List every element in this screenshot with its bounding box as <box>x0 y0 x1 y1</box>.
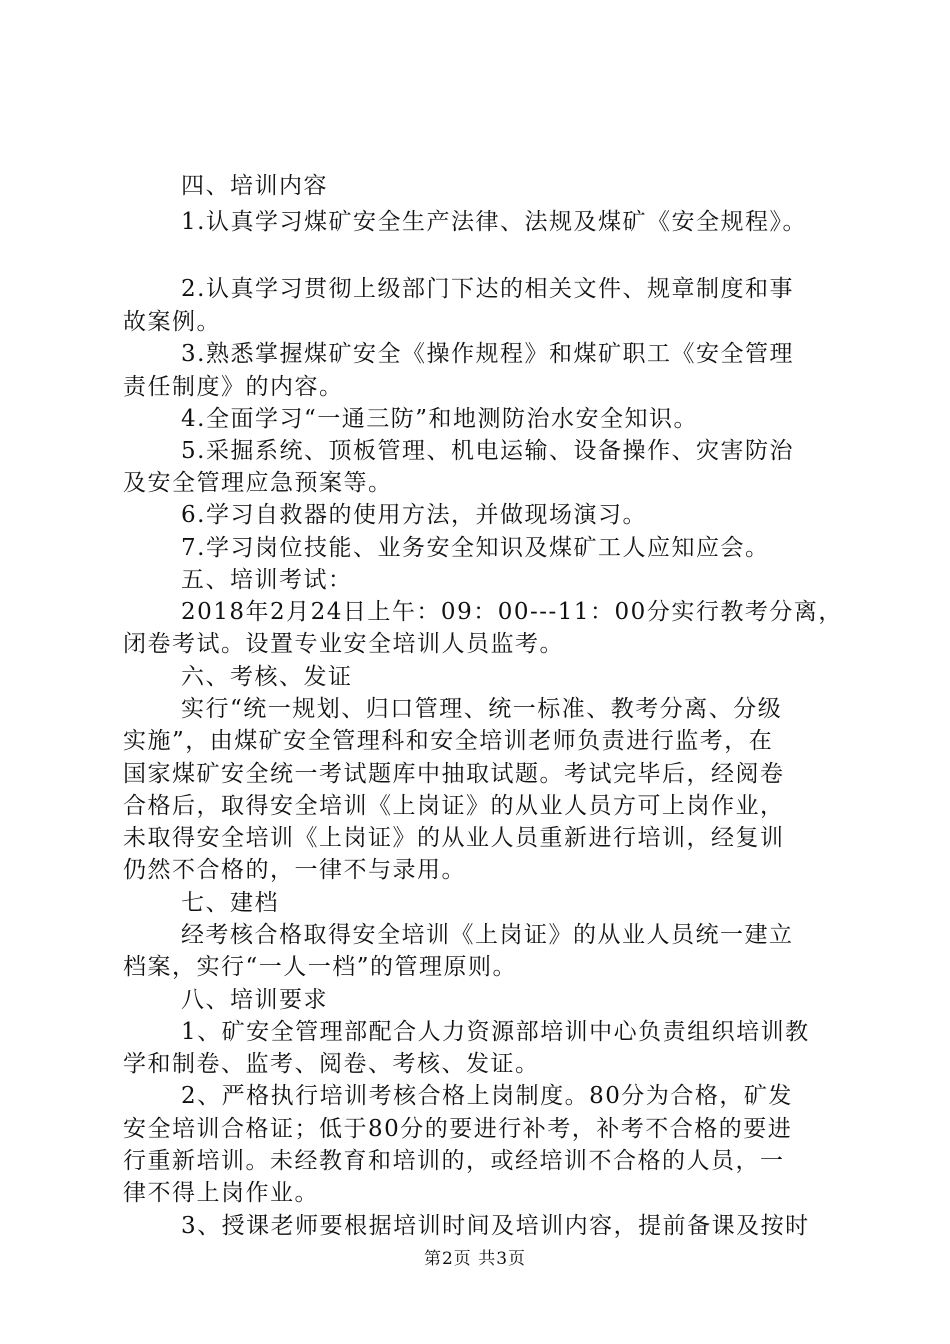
paragraph-line: 国家煤矿安全统一考试题库中抽取试题。考试完毕后，经阅卷 <box>123 761 785 787</box>
paragraph-line: 责任制度》的内容。 <box>123 374 344 400</box>
paragraph-line: 2018年2月24日上午：09：00---11：00分实行教考分离， <box>181 599 843 625</box>
paragraph-line: 5.采掘系统、顶板管理、机电运输、设备操作、灾害防治 <box>181 438 794 464</box>
paragraph-line: 故案例。 <box>123 309 221 335</box>
heading-assessment: 六、考核、发证 <box>181 664 353 690</box>
paragraph-line: 仍然不合格的，一律不与录用。 <box>123 857 466 883</box>
paragraph-line: 实行“统一规划、归口管理、统一标准、教考分离、分级 <box>181 696 783 722</box>
paragraph-line: 未取得安全培训《上岗证》的从业人员重新进行培训，经复训 <box>123 825 785 851</box>
paragraph-line: 1.认真学习煤矿安全生产法律、法规及煤矿《安全规程》。 <box>181 209 807 235</box>
heading-training-content: 四、培训内容 <box>181 173 328 199</box>
paragraph-line: 学和制卷、监考、阅卷、考核、发证。 <box>123 1051 540 1077</box>
paragraph-line: 1、矿安全管理部配合人力资源部培训中心负责组织培训教 <box>181 1019 810 1045</box>
paragraph-line: 闭卷考试。设置专业安全培训人员监考。 <box>123 631 564 657</box>
paragraph-line: 合格后，取得安全培训《上岗证》的从业人员方可上岗作业， <box>123 793 785 819</box>
paragraph-line: 安全培训合格证；低于80分的要进行补考，补考不合格的要进 <box>123 1116 793 1142</box>
heading-training-requirements: 八、培训要求 <box>181 987 328 1013</box>
paragraph-line: 2.认真学习贯彻上级部门下达的相关文件、规章制度和事 <box>181 276 794 302</box>
paragraph-line: 2、严格执行培训考核合格上岗制度。80分为合格，矿发 <box>181 1083 793 1109</box>
paragraph-line: 档案，实行“一人一档”的管理原则。 <box>123 954 518 980</box>
paragraph-line: 及安全管理应急预案等。 <box>123 470 393 496</box>
page-number-footer: 第2页 共3页 <box>423 1249 527 1269</box>
paragraph-line: 行重新培训。未经教育和培训的，或经培训不合格的人员，一 <box>123 1148 785 1174</box>
paragraph-line: 3、授课老师要根据培训时间及培训内容，提前备课及按时 <box>181 1213 810 1239</box>
paragraph-line: 律不得上岗作业。 <box>123 1180 319 1206</box>
paragraph-line: 7.学习岗位技能、业务安全知识及煤矿工人应知应会。 <box>181 535 770 561</box>
heading-archive: 七、建档 <box>181 890 279 916</box>
paragraph-line: 经考核合格取得安全培训《上岗证》的从业人员统一建立 <box>181 922 794 948</box>
heading-training-exam: 五、培训考试： <box>181 567 353 593</box>
paragraph-line: 4.全面学习“一通三防”和地测防治水安全知识。 <box>181 406 698 432</box>
paragraph-line: 3.熟悉掌握煤矿安全《操作规程》和煤矿职工《安全管理 <box>181 341 794 367</box>
paragraph-line: 实施”，由煤矿安全管理科和安全培训老师负责进行监考，在 <box>123 728 774 754</box>
paragraph-line: 6.学习自救器的使用方法，并做现场演习。 <box>181 502 647 528</box>
